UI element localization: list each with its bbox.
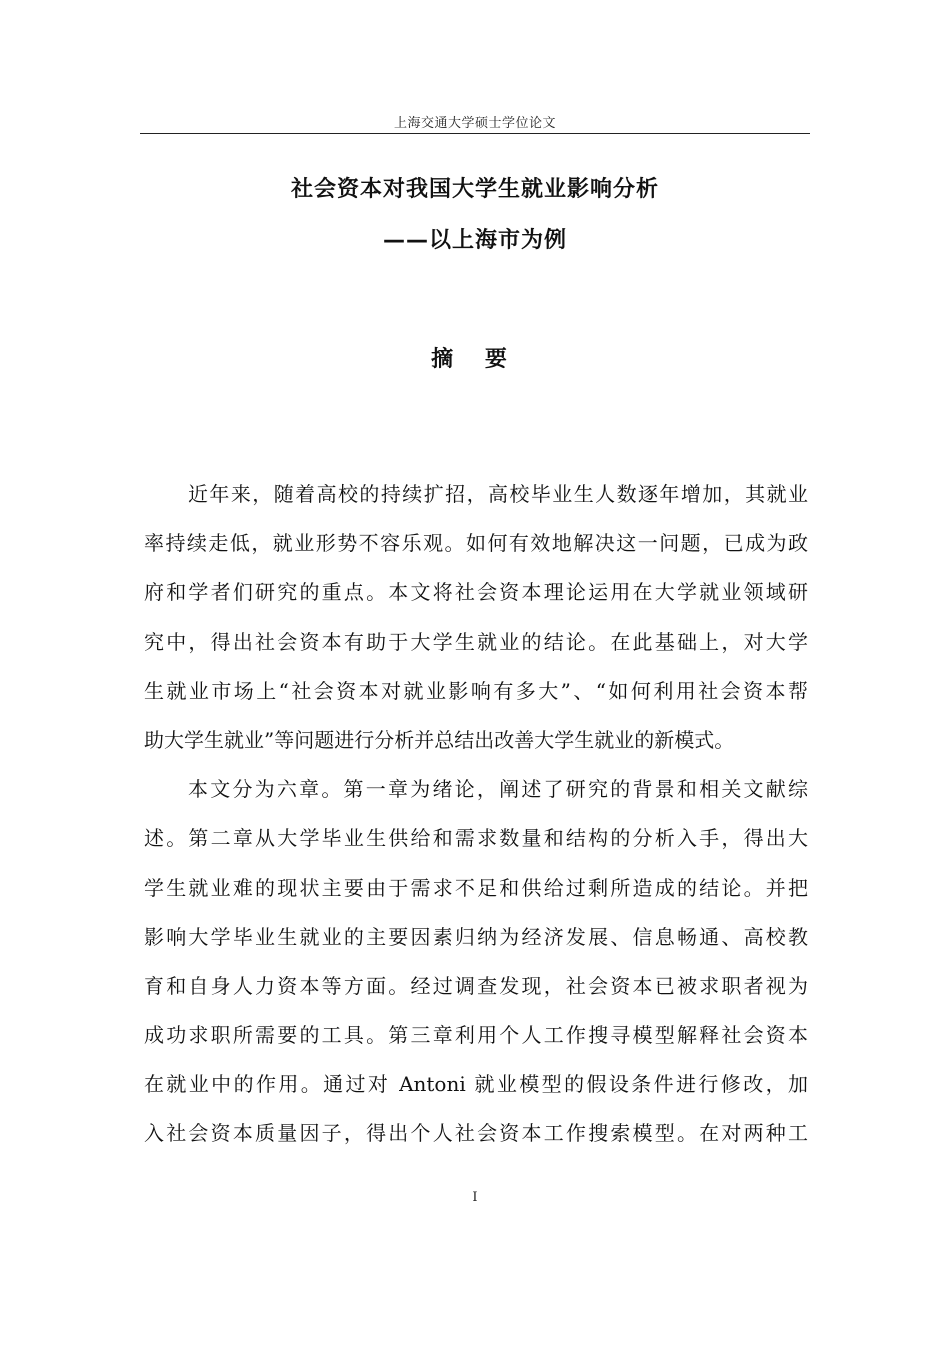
- abstract-line: 率持续走低，就业形势不容乐观。如何有效地解决这一问题，已成为政: [144, 531, 808, 556]
- abstract-line: 助大学生就业”等问题进行分析并总结出改善大学生就业的新模式。: [144, 727, 735, 752]
- abstract-line: 学生就业难的现状主要由于需求不足和供给过剩所造成的结论。并把: [144, 875, 808, 900]
- abstract-line: 生就业市场上“社会资本对就业影响有多大”、“如何利用社会资本帮: [144, 678, 808, 703]
- running-header: 上海交通大学硕士学位论文: [393, 116, 556, 131]
- abstract-body: [144, 470, 808, 1159]
- abstract-line: 本文分为六章。第一章为绪论，阐述了研究的背景和相关文献综: [188, 777, 808, 802]
- abstract-line: 究中，得出社会资本有助于大学生就业的结论。在此基础上，对大学: [144, 629, 808, 654]
- abstract-line: 入社会资本质量因子，得出个人社会资本工作搜索模型。在对两种工: [144, 1121, 808, 1146]
- abstract-line: 成功求职所需要的工具。第三章利用个人工作搜寻模型解释社会资本: [144, 1023, 808, 1048]
- abstract-line: 育和自身人力资本等方面。经过调查发现，社会资本已被求职者视为: [144, 973, 808, 998]
- abstract-line: 在就业中的作用。通过对 Antoni 就业模型的假设条件进行修改，加: [144, 1072, 808, 1097]
- abstract-line: 府和学者们研究的重点。本文将社会资本理论运用在大学就业领域研: [144, 580, 808, 605]
- abstract-line: 述。第二章从大学毕业生供给和需求数量和结构的分析入手，得出大: [144, 826, 808, 851]
- page-number: I: [472, 1190, 478, 1205]
- abstract-line: 影响大学毕业生就业的主要因素归纳为经济发展、信息畅通、高校教: [144, 924, 808, 949]
- thesis-subtitle: ——以上海市为例: [382, 228, 567, 253]
- abstract-line: 近年来，随着高校的持续扩招，高校毕业生人数逐年增加，其就业: [188, 482, 808, 506]
- header-rule: [140, 133, 810, 134]
- thesis-title: 社会资本对我国大学生就业影响分析: [290, 177, 659, 202]
- abstract-heading: 摘 要: [431, 347, 519, 372]
